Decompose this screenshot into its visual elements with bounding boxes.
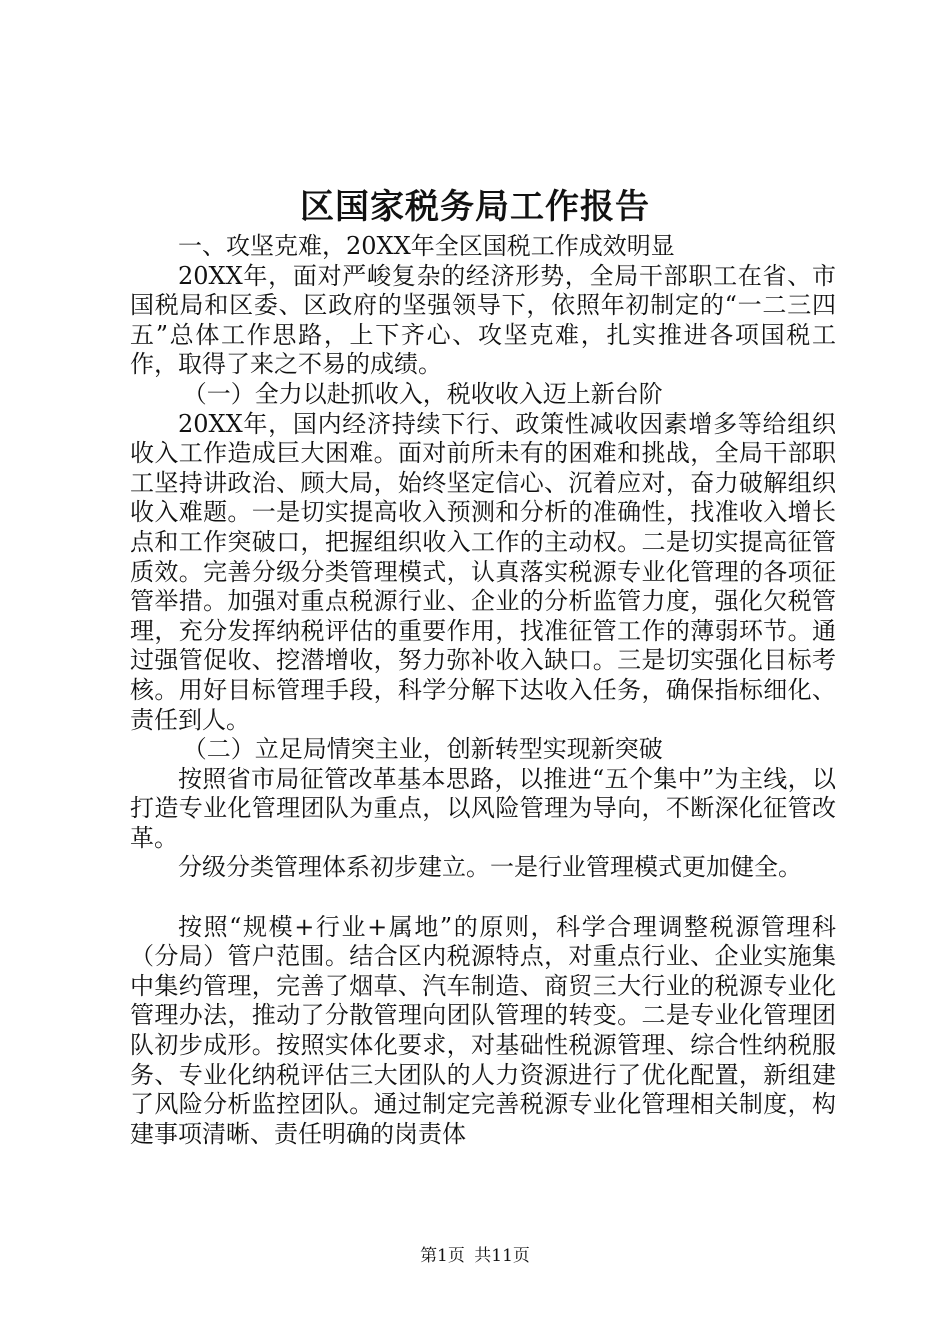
body-paragraph: 按照省市局征管改革基本思路，以推进“五个集中”为主线，以打造专业化管理团队为重点，以风险管理为导向，不断深化征管改革。 bbox=[130, 764, 836, 852]
page-number: 第1页 bbox=[420, 1246, 465, 1266]
paragraph-gap bbox=[130, 883, 836, 913]
body-paragraph: 20XX年，面对严峻复杂的经济形势，全局干部职工在省、市国税局和区委、区政府的坚强领导下，依照年初制定的“一二三四五”总体工作思路，上下齐心、攻坚克难，扎实推进各项国税工作，取得了来之不易的成绩。 bbox=[130, 261, 836, 379]
subsection-heading: （二）立足局情突主业，创新转型实现新突破 bbox=[182, 735, 663, 764]
body-paragraph: 20XX年，国内经济持续下行、政策性减收因素增多等给组织收入工作造成巨大困难。面对前所未有的困难和挑战，全局干部职工坚持讲政治、顾大局，始终坚定信心、沉着应对，奋力破解组织收入难题。一是切实提高收入预测和分析的准确性，找准收入增长点和工作突破口，把握组织收入工作的主动权。二是切实提高征管质效。完善分级分类管理模式，认真落实税源专业化管理的各项征管举措。加强对重点税源行业、企业的分析监管力度，强化欠税管理，充分发挥纳税评估的重要作用，找准征管工作的薄弱环节。通过强管促收、挖潜增收，努力弥补收入缺口。三是切实强化目标考核。用好目标管理手段，科学分解下达收入任务，确保指标细化、责任到人。 bbox=[130, 409, 836, 734]
document-body bbox=[130, 232, 836, 1149]
document-title: 区国家税务局工作报告 bbox=[300, 187, 650, 227]
page-total: 共11页 bbox=[474, 1246, 530, 1266]
section-heading: 一、攻坚克难，20XX年全区国税工作成效明显 bbox=[178, 232, 675, 260]
body-paragraph: 分级分类管理体系初步建立。一是行业管理模式更加健全。 bbox=[178, 853, 802, 882]
page-footer bbox=[0, 1244, 950, 1268]
body-paragraph: 按照“规模+行业+属地”的原则，科学合理调整税源管理科（分局）管户范围。结合区内税源特点，对重点行业、企业实施集中集约管理，完善了烟草、汽车制造、商贸三大行业的税源专业化管理办法，推动了分散管理向团队管理的转变。二是专业化管理团队初步成形。按照实体化要求，对基础性税源管理、综合性纳税服务、专业化纳税评估三大团队的人力资源进行了优化配置，新组建了风险分析监控团队。通过制定完善税源专业化管理相关制度，构建事项清晰、责任明确的岗责体 bbox=[130, 912, 836, 1148]
subsection-heading: （一）全力以赴抓收入，税收收入迈上新台阶 bbox=[182, 379, 663, 408]
